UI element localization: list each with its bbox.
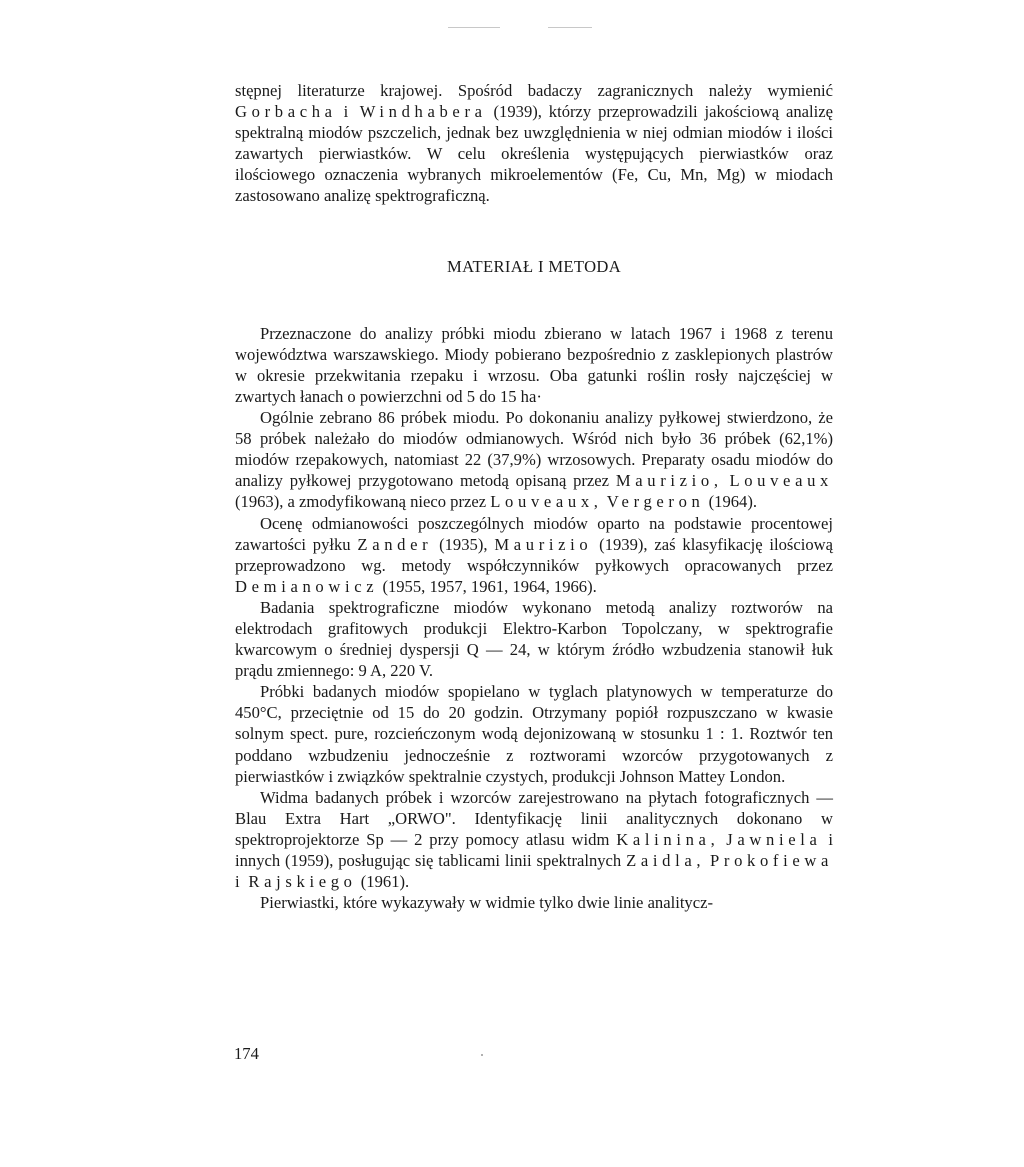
section-heading: MATERIAŁ I METODA (446, 256, 622, 276)
paragraph-text: Ocenę odmianowości poszczególnych miodów oparto na podstawie procentowej zawartości pyłku (235, 513, 833, 554)
page-number: 174 (234, 1044, 259, 1063)
paragraph-spectrographic-method: Badania spektrograficzne miodów wykonano metodą analizy roztworów na elektrodach grafitowych produkcji Elektro-Karbon Topolczany, w spektrografie kwarcowym o średniej dyspersji Q — 24, w którym źródło wzbudzenia stanowił łuk prądu zmiennego: 9 A, 220 V. (235, 597, 833, 681)
paragraph-samples: Przeznaczone do analizy próbki miodu zbierano w latach 1967 i 1968 z terenu województwa warszawskiego. Miody pobierano bezpośrednio z zasklepionych plastrów w okresie przekwitania rzepaku i wrzosu. Oba gatunki roślin rosły najczęściej w zwartych łanach o powierzchni od 5 do 15 ha· (235, 323, 833, 406)
paragraph-variety-assessment (235, 513, 833, 597)
paragraph-text: (1961). (360, 872, 410, 892)
scan-speck (481, 1054, 483, 1056)
author-name: Demianowicz (235, 576, 379, 596)
author-name: Maurizio (494, 534, 593, 554)
author-name: Maurizio, (615, 471, 723, 491)
paragraph-text: (1939), zaś klasyfikację ilościową przeprowadzono wg. metody współczynników pyłkowych opracowanych przez (235, 534, 833, 575)
intro-text-start: stępnej literaturze krajowej. Spośród badaczy zagranicznych należy wymienić (235, 81, 833, 100)
paragraph-pollen-analysis (235, 407, 833, 512)
author-name: Zaidla, (626, 851, 706, 870)
paragraph-elements: Pierwiastki, które wykazywały w widmie tylko dwie linie analitycz- (260, 893, 713, 913)
paragraph-text: (1963), a zmodyfikowaną nieco przez (235, 492, 487, 512)
paragraph-text: i innych (1959), posługując się tablicami linii spektralnych (235, 829, 833, 870)
author-name: Gorbacha (235, 102, 337, 122)
author-name: Louveaux, (490, 492, 603, 512)
conjunction: i (235, 872, 245, 892)
paragraph-sample-preparation: Próbki badanych miodów spopielano w tyglach platynowych w temperaturze do 450°C, przeciętnie od 15 do 20 godzin. Otrzymany popiół rozpuszczano w kwasie solnym spect. pure, rozcieńczonym wodą dejonizowaną w stosunku 1 : 1. Roztwór ten poddano wzbudzeniu jednocześnie z roztworami wzorców przygotowanych z pierwiastków i związków spektralnie czystych, produkcji Johnson Mattey London. (235, 682, 833, 786)
author-name: Jawniela (726, 829, 822, 849)
paragraph-spectra-registration (235, 787, 833, 892)
paragraph-text: Ogólnie zebrano 86 próbek miodu. Po dokonaniu analizy pyłkowej stwierdzono, że 58 próbek należało do miodów odmianowych. Wśród nich było 36 próbek (62,1%) miodów rzepakowych, natomiast 22 (37,9%) wrzosowych. Preparaty osadu miodów do analizy pyłkowej przygotowano metodą opisaną przez (235, 408, 833, 491)
intro-text-end: (1939), którzy przeprowadzili jakościową analizę spektralną miodów pszczelich, jednak bez uwzględnienia w niej odmian miodów i ilości zawartych pierwiastków. W celu określenia występujących pierwiastków oraz ilościowego oznaczenia wybranych mikroelementów (Fe, Cu, Mn, Mg) w miodach zastosowano analizę spektrograficzną. (235, 102, 833, 206)
author-name: Prokofiewa (710, 851, 834, 870)
author-name: Louveaux (729, 471, 833, 491)
paragraph-text: Widma badanych próbek i wzorców zarejestrowano na płytach fotograficznych — Blau Extra Hart „ORWO". Identyfikację linii analitycznych dokonano w spektroprojektorze Sp — 2 przy pomocy atlasu widm (235, 787, 833, 849)
scan-artifact-line (448, 27, 500, 28)
paragraph-text: (1935), (439, 534, 488, 554)
author-name: Kalinina, (616, 829, 720, 849)
paragraph-text: (1955, 1957, 1961, 1964, 1966). (382, 576, 597, 596)
author-name: Rajskiego (248, 872, 357, 892)
intro-paragraph (235, 80, 833, 207)
author-name: Zander (357, 534, 433, 554)
page-body (235, 80, 833, 913)
author-name: Windhabera (359, 102, 487, 122)
author-name: Vergeron (606, 492, 705, 512)
conjunction: i (343, 102, 353, 122)
scan-artifact-line (548, 27, 592, 28)
paragraph-text: (1964). (708, 492, 758, 512)
